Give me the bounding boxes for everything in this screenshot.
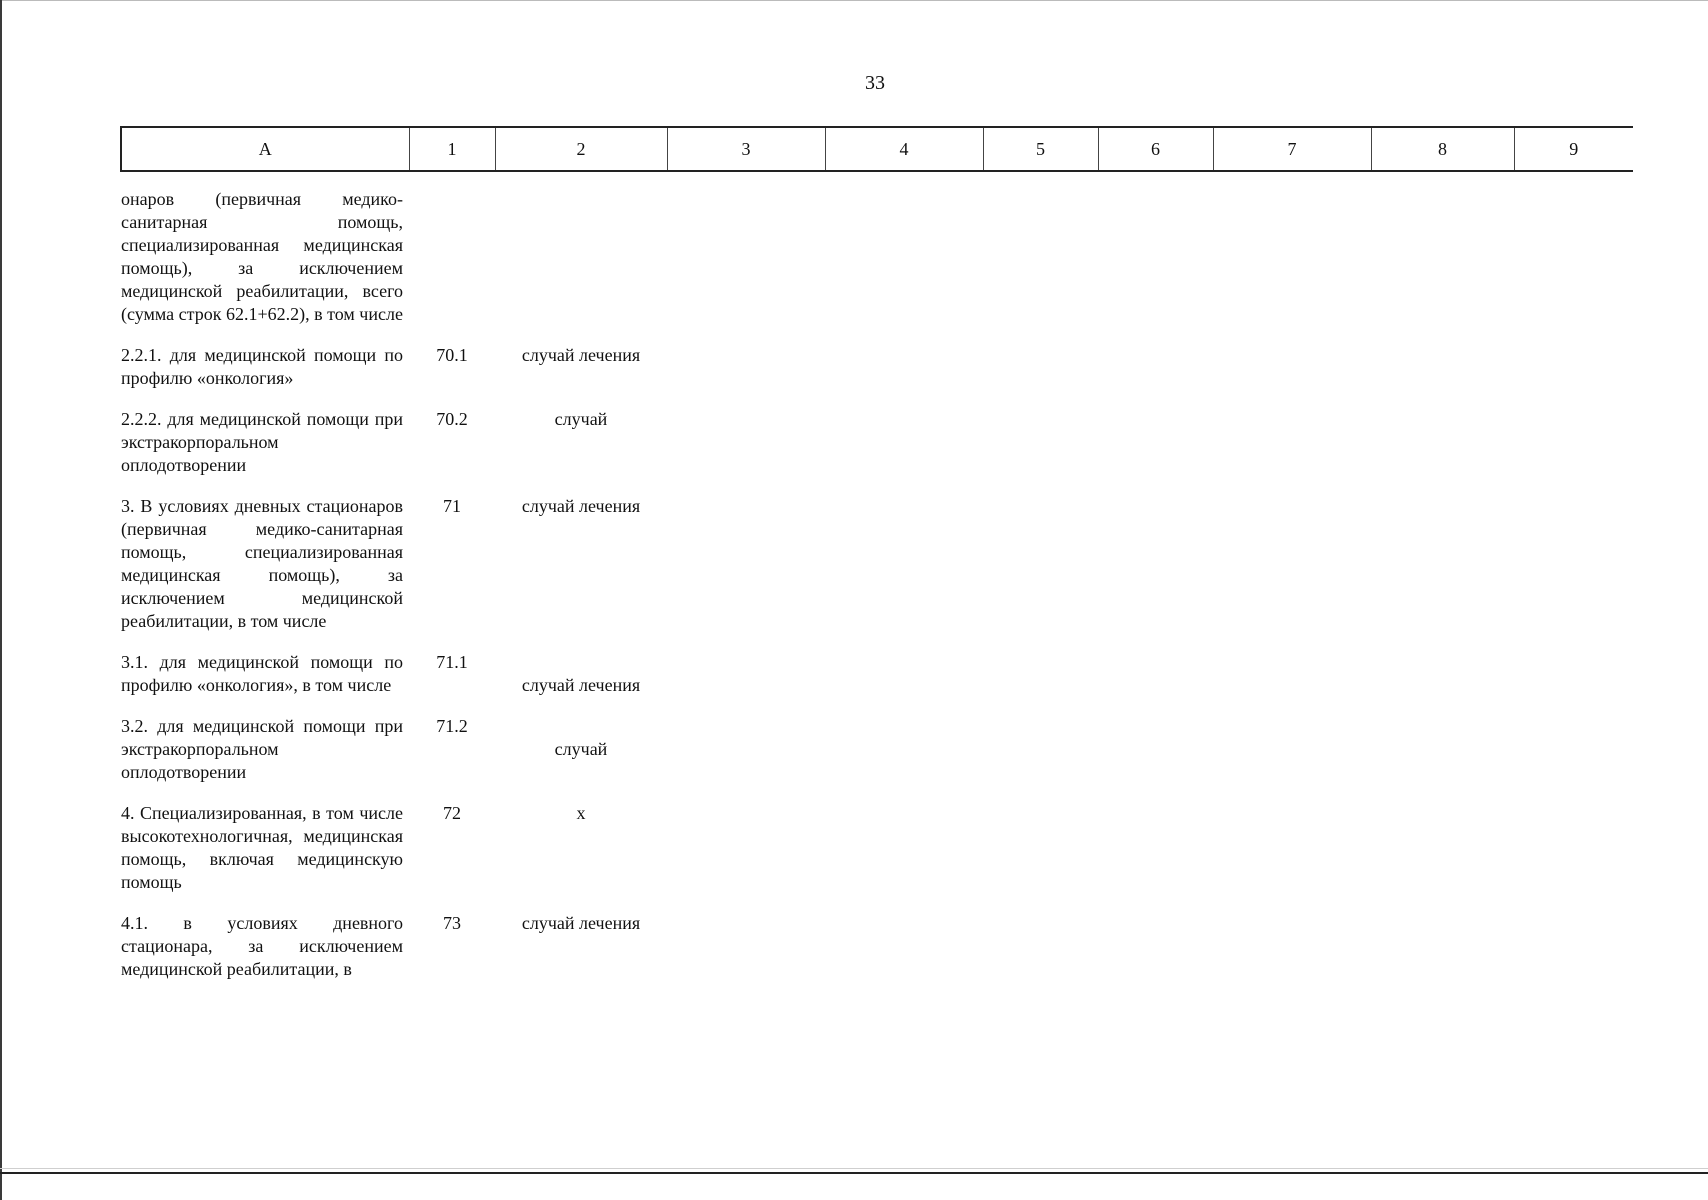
page-left-edge [0,0,2,1200]
row-code: 71.2 [436,716,468,736]
row-name: онаров (первичная медико-санитарная помощь, специализированная медицинская помощь), за исключением медицинской реабилитации, всего (сумма строк 62.1+62.2), в том числе [121,189,403,324]
header-col-8: 8 [1371,127,1514,171]
row-name: 3.2. для медицинской помощи при экстракорпоральном оплодотворении [121,716,403,782]
header-col-7: 7 [1213,127,1371,171]
row-name: 3. В условиях дневных стационаров (первичная медико-санитарная помощь, специализированная медицинская помощь), за исключением медицинской реабилитации, в том числе [121,496,403,631]
row-unit: случай лечения [521,675,641,695]
row-code: 72 [443,803,461,823]
row-code: 71.1 [436,652,468,672]
bottom-rule-faint [0,1168,1708,1169]
header-col-5: 5 [983,127,1098,171]
row-name: 4. Специализированная, в том числе высокотехнологичная, медицинская помощь, включая медицинскую помощь [121,803,403,892]
table-row [121,715,1633,802]
row-unit: случай [554,739,608,759]
table-row [121,171,1633,344]
header-col-4: 4 [825,127,983,171]
header-col-2: 2 [495,127,667,171]
header-col-1: 1 [409,127,495,171]
row-unit: случай лечения [521,345,641,365]
row-unit: случай лечения [521,496,641,516]
table-row [121,802,1633,912]
table-row [121,651,1633,715]
row-code: 70.2 [436,409,468,429]
table-row [121,495,1633,651]
page-top-edge [0,0,1708,1]
table-body [121,171,1633,981]
table-row [121,912,1633,981]
row-code: 70.1 [436,345,468,365]
row-unit: случай лечения [521,913,641,933]
data-table [120,126,1633,981]
bottom-rule [0,1172,1708,1174]
header-row [121,127,1633,171]
row-unit: х [576,803,586,823]
row-name: 2.2.2. для медицинской помощи при экстракорпоральном оплодотворении [121,409,403,475]
row-code: 71 [443,496,461,516]
header-col-3: 3 [667,127,825,171]
row-name: 4.1. в условиях дневного стационара, за исключением медицинской реабилитации, в [121,913,403,979]
row-unit [495,171,667,344]
row-name: 2.2.1. для медицинской помощи по профилю «онкология» [121,345,403,388]
header-col-6: 6 [1098,127,1213,171]
page-number: 33 [865,72,885,94]
row-name: 3.1. для медицинской помощи по профилю «онкология», в том числе [121,652,403,695]
table-row [121,408,1633,495]
row-code [409,171,495,344]
header-col-a: А [121,127,409,171]
row-unit: случай [554,409,608,429]
header-col-9: 9 [1514,127,1633,171]
table-row [121,344,1633,408]
row-code: 73 [443,913,461,933]
table-header [121,127,1633,171]
